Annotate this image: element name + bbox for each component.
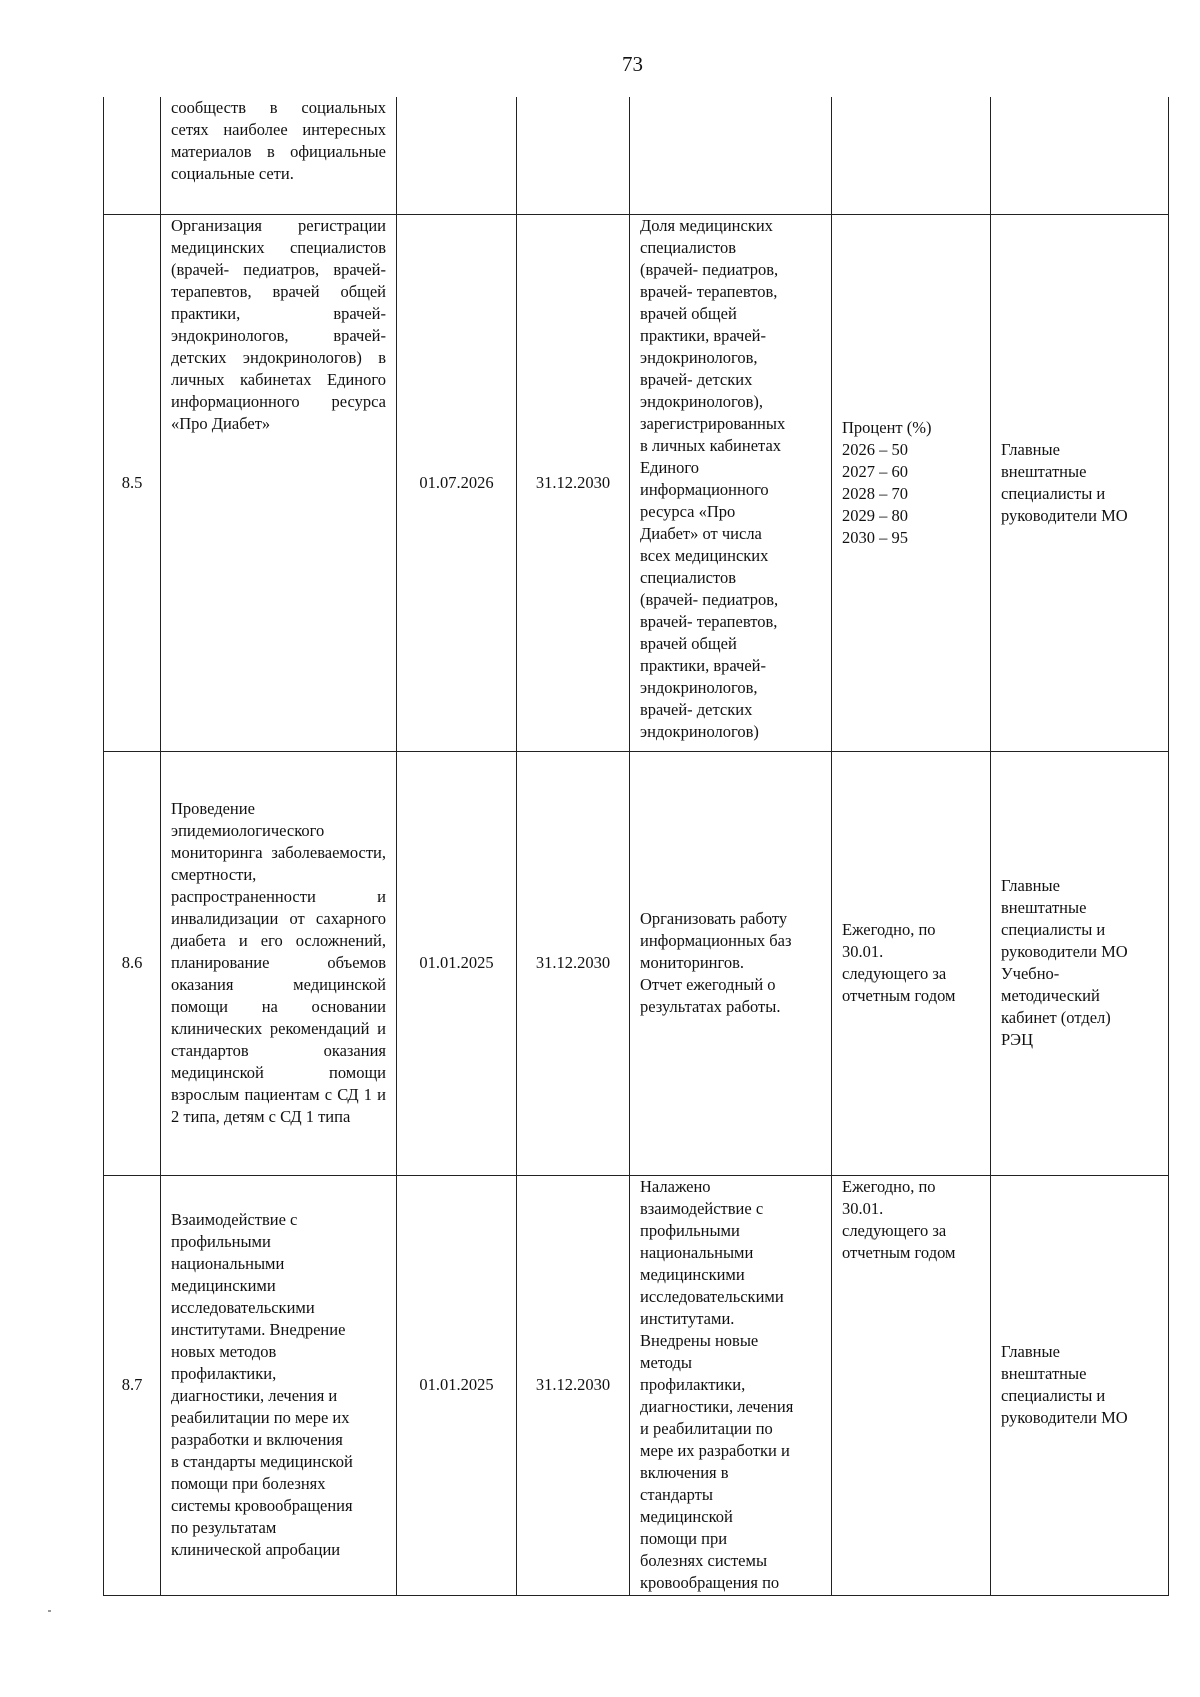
- activity-cell: [161, 1175, 397, 1595]
- plan-table: [103, 97, 1169, 1596]
- activity-cell: [161, 214, 397, 751]
- activity-text: Проведение эпидемиологического мониторинга заболеваемости, смертности, распространенности и инвалидизации от сахарного диабета и его осложнений, планирование объемов оказания медицинской помощи на основании клинических рекомендаций и стандартов оказания медицинской помощи взрослым пациентам с СД 1 и 2 типа, детям с СД 1 типа: [171, 799, 386, 1126]
- indicator-cell: [630, 214, 832, 751]
- indicator-cell: [630, 97, 832, 214]
- activity-text: Организация регистрации медицинских специалистов (врачей- педиатров, врачей- терапевтов, врачей общей практики, врачей- эндокринологов, врачей- детских эндокринологов) в личных кабинетах Единого информационного ресурса «Про Диабет»: [171, 215, 386, 433]
- value-cell: [832, 751, 991, 1175]
- responsible-cell: [991, 214, 1169, 751]
- row-number: 8.7: [104, 1175, 161, 1595]
- start-date-cell: [397, 97, 517, 214]
- row-number: 8.6: [104, 751, 161, 1175]
- start-date-cell: 01.01.2025: [397, 1175, 517, 1595]
- end-date-cell: [517, 97, 630, 214]
- responsible-text: Главные внештатные специалисты и руководители МО: [1001, 1342, 1128, 1427]
- indicator-text: Организовать работу информационных баз мониторингов. Отчет ежегодный о результатах работы.: [640, 909, 792, 1016]
- indicator-text: Доля медицинских специалистов (врачей- педиатров, врачей- терапевтов, врачей общей практики, врачей- эндокринологов, врачей- детских эндокринологов), зарегистрированных в личных кабинетах Единого информационного ресурса «Про Диабет» от числа всех медицинских специалистов (врачей- педиатров, врачей- терапевтов, врачей общей практики, врачей- эндокринологов, врачей- детских эндокринологов): [640, 215, 786, 741]
- row-number: [104, 97, 161, 214]
- end-date-cell: 31.12.2030: [517, 214, 630, 751]
- responsible-cell: [991, 97, 1169, 214]
- page-number: 73: [622, 52, 643, 76]
- end-date-cell: 31.12.2030: [517, 1175, 630, 1595]
- responsible-cell: [991, 1175, 1169, 1595]
- responsible-text: Главные внештатные специалисты и руководители МО Учебно- методический кабинет (отдел) РЭЦ: [1001, 876, 1128, 1049]
- activity-text: Взаимодействие с профильными национальными медицинскими исследовательскими институтами. Внедрение новых методов профилактики, диагностики, лечения и реабилитации по мере их разработки и включения в стандарты медицинской помощи при болезнях системы кровообращения по результатам клинической апробации: [171, 1210, 353, 1559]
- indicator-text: Налажено взаимодействие с профильными национальными медицинскими исследовательскими институтами. Внедрены новые методы профилактики, диагностики, лечения и реабилитации по мере их разработки и включения в стандарты медицинской помощи при болезнях системы кровообращения по: [640, 1176, 794, 1592]
- value-text: Ежегодно, по 30.01. следующего за отчетным годом: [842, 1176, 956, 1262]
- end-date-cell: 31.12.2030: [517, 751, 630, 1175]
- table-row: [104, 214, 1169, 751]
- table-row: [104, 1175, 1169, 1595]
- responsible-text: Главные внештатные специалисты и руководители МО: [1001, 439, 1128, 525]
- row-number: 8.5: [104, 214, 161, 751]
- activity-text: сообществ в социальных сетях наиболее интересных материалов в официальные социальные сети.: [171, 98, 386, 183]
- activity-cell: [161, 751, 397, 1175]
- activity-cell: [161, 97, 397, 214]
- value-cell: [832, 97, 991, 214]
- start-date-cell: 01.01.2025: [397, 751, 517, 1175]
- value-cell: [832, 214, 991, 751]
- value-text: Ежегодно, по 30.01. следующего за отчетным годом: [842, 920, 956, 1005]
- start-date-cell: 01.07.2026: [397, 214, 517, 751]
- value-cell: [832, 1175, 991, 1595]
- value-text: Процент (%) 2026 – 50 2027 – 60 2028 – 70 2029 – 80 2030 – 95: [842, 417, 932, 547]
- responsible-cell: [991, 751, 1169, 1175]
- scan-speck: [48, 1610, 51, 1612]
- indicator-cell: [630, 1175, 832, 1595]
- indicator-cell: [630, 751, 832, 1175]
- table-row: [104, 751, 1169, 1175]
- table-row: [104, 97, 1169, 214]
